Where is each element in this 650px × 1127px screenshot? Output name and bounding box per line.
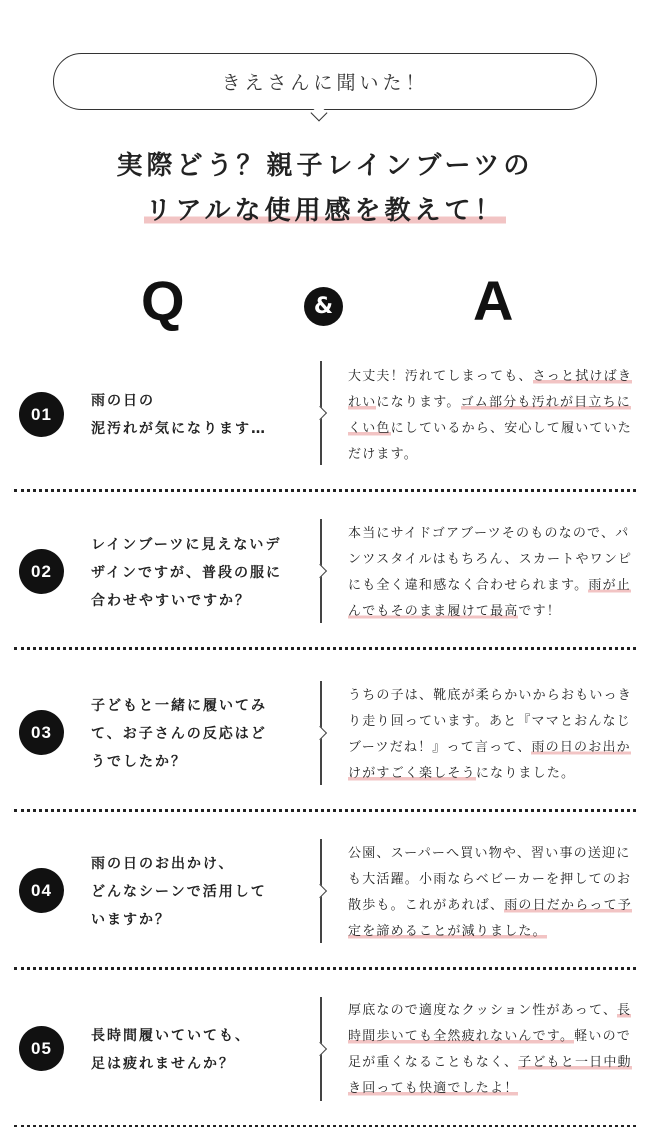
- question-line: 子どもと一緒に履いてみ: [91, 698, 267, 714]
- answer-phrase: 大丈夫！汚れてしまっても、: [348, 369, 533, 384]
- q-letter: Q: [141, 269, 185, 332]
- question-line: 合わせやすいですか？: [91, 593, 251, 609]
- highlighted-phrase: 長時間歩いても全然疲れないんです。: [348, 1003, 632, 1044]
- highlighted-phrase: 雨が止んでもそのまま履けて最高: [348, 578, 631, 619]
- question-text: [91, 692, 301, 776]
- dotted-separator: [14, 647, 636, 650]
- dotted-separator: [14, 489, 636, 492]
- answer-text: [348, 683, 636, 787]
- question-number-badge: 01: [19, 392, 64, 437]
- answer-text: [348, 521, 636, 625]
- answer-phrase: うちの子は、靴底が柔らかいからおもいっきり走り回っています。あと『ママとおんなじブーツだね！』って言って、: [348, 688, 633, 755]
- question-line: 泥汚れが気になります…: [91, 421, 267, 437]
- chevron-right-icon: [313, 406, 327, 420]
- question-text: [91, 387, 301, 443]
- question-number-badge: 02: [19, 549, 64, 594]
- question-line: 長時間履いていても、: [91, 1028, 251, 1044]
- highlighted-phrase: 雨の日だからって予定を諦めることが減りました。: [348, 898, 633, 939]
- chevron-right-icon: [313, 726, 327, 740]
- chevron-right-icon: [313, 564, 327, 578]
- highlighted-phrase: ゴム部分も汚れが目立ちにくい色: [348, 395, 631, 436]
- headline-line-2: [0, 190, 650, 227]
- answer-phrase: 公園、スーパーへ買い物や、習い事の送迎にも大活躍。小雨ならベビーカーを押してのお散歩も。これがあれば、: [348, 846, 632, 913]
- dotted-separator: [14, 809, 636, 812]
- chevron-right-icon: [313, 1042, 327, 1056]
- highlighted-phrase: 子どもと一日中動き回っても快適でしたよ！: [348, 1055, 632, 1096]
- question-text: [91, 531, 301, 615]
- bubble-text: きえさんに聞いた！: [221, 72, 429, 94]
- highlighted-phrase: 雨の日のお出かけがすごく楽しそう: [348, 740, 631, 781]
- answer-text: [348, 998, 636, 1102]
- ampersand-badge: &: [304, 287, 343, 326]
- a-letter: A: [473, 269, 514, 332]
- chevron-right-icon: [313, 884, 327, 898]
- question-line: 足は疲れませんか？: [91, 1056, 235, 1072]
- question-line: ザインですが、普段の服に: [91, 565, 283, 581]
- speech-bubble: [53, 53, 597, 110]
- headline-line-2-text: リアルな使用感を教えて！: [145, 196, 505, 226]
- question-line: いますか？: [91, 912, 171, 928]
- question-text: [91, 850, 301, 934]
- answer-phrase: 軽いので足が重くなることもなく、: [348, 1029, 631, 1070]
- question-line: 雨の日の: [91, 393, 155, 409]
- highlighted-phrase: きれい: [348, 369, 633, 410]
- question-number-badge: 04: [19, 868, 64, 913]
- question-line: て、お子さんの反応はど: [91, 726, 267, 742]
- answer-phrase: になりました。: [475, 766, 576, 781]
- question-number-badge: 05: [19, 1026, 64, 1071]
- question-line: 雨の日のお出かけ、: [91, 856, 235, 872]
- answer-phrase: 本当にサイドゴアブーツそのものなので、パンツスタイルはもちろん、スカートやワンピにも全く違和感なく合わせられます。: [348, 526, 633, 593]
- dotted-separator: [14, 967, 636, 970]
- answer-phrase: になります。: [376, 395, 461, 410]
- answer-text: [348, 364, 636, 468]
- question-text: [91, 1022, 301, 1078]
- answer-phrase: 厚底なので適度なクッション性があって、: [348, 1003, 618, 1018]
- question-line: どんなシーンで活用して: [91, 884, 267, 900]
- highlighted-phrase: さっと拭けば: [532, 369, 618, 384]
- answer-phrase: にしているから、安心して履いていただけます。: [348, 421, 633, 462]
- answer-phrase: です！: [518, 604, 562, 619]
- question-number-badge: 03: [19, 710, 64, 755]
- answer-text: [348, 841, 636, 945]
- question-line: うでしたか？: [91, 754, 187, 770]
- headline-line-1: 実際どう？親子レインブーツの: [116, 151, 534, 181]
- question-line: レインブーツに見えないデ: [91, 537, 282, 553]
